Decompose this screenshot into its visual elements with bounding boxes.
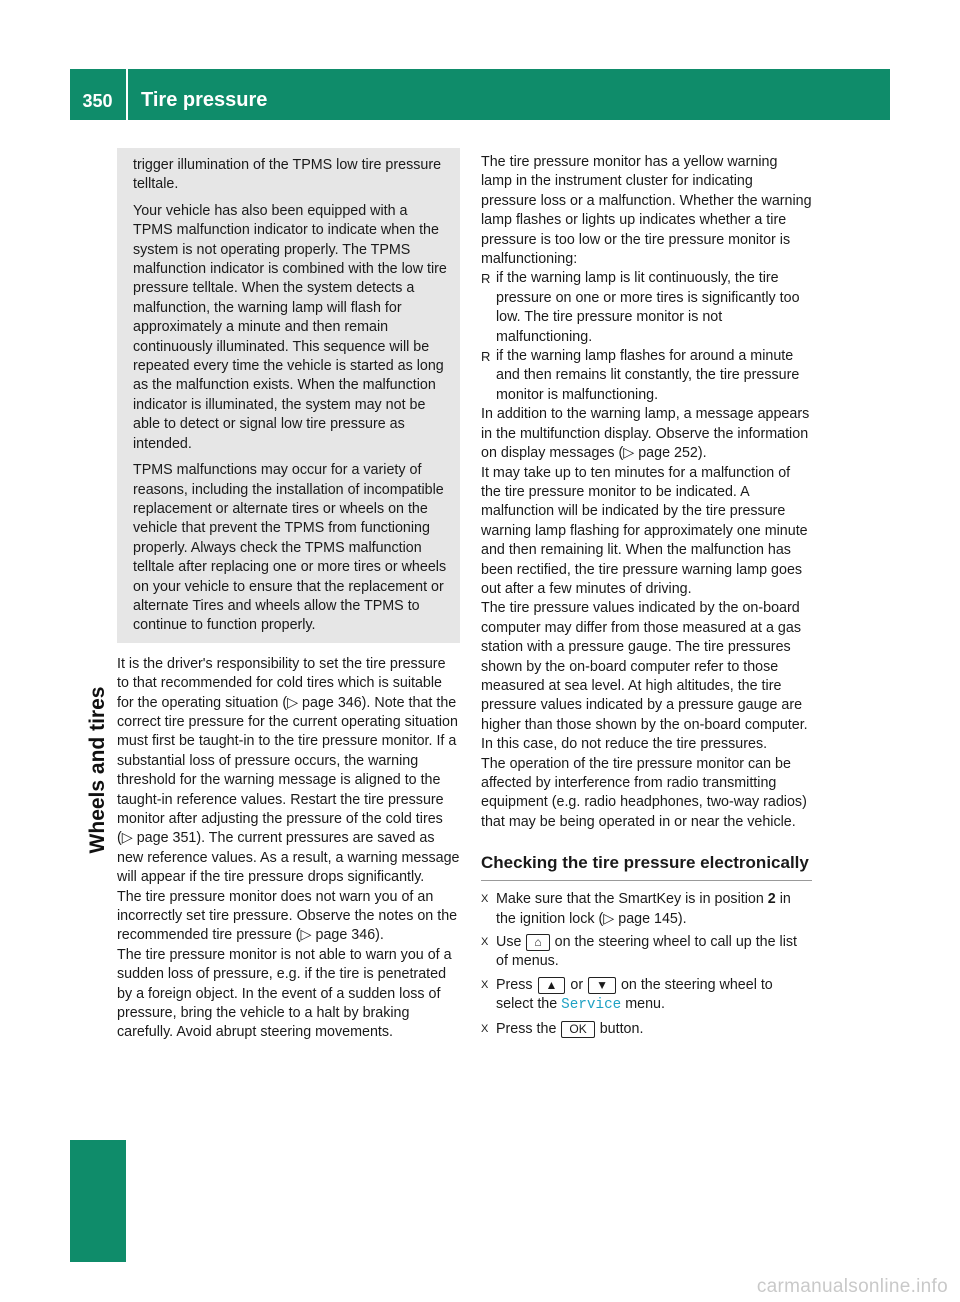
bullet-mark: R: [481, 349, 491, 365]
page-number: 350: [82, 91, 113, 111]
step-text: Make sure that the SmartKey is in position: [496, 891, 768, 908]
step-text: menu.: [621, 996, 665, 1013]
step-text: Press the: [496, 1020, 561, 1037]
body-paragraph: It may take up to ten minutes for a malfunction of the tire pressure monitor to be indicated. A malfunction will be indicated by the tire pressure warning lamp flashing for approximately one minute and then remaining lit. When the malfunction has been rectified, the tire pressure warning lamp goes out after a few minutes of driving.: [481, 464, 808, 597]
body-paragraph: The tire pressure monitor does not warn you of an incorrectly set tire pressure. Observe the notes on the recommended tire pressure (▷ page 346).: [117, 888, 458, 944]
note-paragraph: trigger illumination of the TPMS low tire pressure telltale.: [133, 157, 442, 193]
note-paragraph: TPMS malfunctions may occur for a variety of reasons, including the installation of incompatible replacement or alternate tires or wheels on the vehicle that prevent the TPMS from functioning properly. Always check the TPMS malfunction telltale after replacing one or more tires or wheels on your vehicle to ensure that the replacement or alternate Tires and wheels allow the TPMS to continue to function properly.: [133, 462, 447, 634]
step-text: button.: [595, 1020, 644, 1037]
body-paragraph: The operation of the tire pressure monitor can be affected by interference from radio transmitting equipment (e.g. radio headphones, two-way radios) that may be being operated in or near the vehicle.: [481, 755, 807, 830]
list-item-text: if the warning lamp is lit continuously, the tire pressure on one or more tires is significantly too low. The tire pressure monitor is not malfunctioning.: [496, 270, 800, 345]
body-paragraph: The tire pressure values indicated by the on-board computer may differ from those measured at a gas station with a pressure gauge. The tire pressures shown by the on-board computer refer to those measured at sea level. At high altitudes, the tire pressure values indicated by a pressure gauge are higher than those shown by the on-board computer. In this case, do not reduce the tire pressures.: [481, 600, 808, 753]
service-menu-label: Service: [561, 997, 622, 1014]
step-text: on the steering wheel to select the: [496, 976, 773, 1013]
side-tab: [70, 1140, 126, 1262]
header-divider: [126, 69, 128, 120]
step-arrow-icon: X: [481, 978, 489, 991]
step-arrow-icon: X: [481, 893, 489, 906]
list-item-text: if the warning lamp flashes for around a minute and then remains lit constantly, the tire pressure monitor is malfunctioning.: [496, 348, 800, 403]
step-text: on the steering wheel to call up the list of menus.: [496, 934, 798, 970]
step-text: in the ignition lock (▷ page 145).: [496, 891, 791, 927]
chapter-label: Wheels and tires: [86, 686, 109, 854]
step-text: Press: [496, 976, 537, 993]
right-column: [481, 153, 812, 1039]
note-paragraph: Your vehicle has also been equipped with a TPMS malfunction indicator to indicate when the system is not operating properly. The TPMS malfunction indicator is combined with the low tire pressure telltale. When the system detects a malfunction, the warning lamp will flash for approximately a minute and then remain continuously illuminated. This sequence will be repeated every time the vehicle is started as long as the malfunction exists. When the malfunction indicator is illuminated, the system may not be able to detect or signal low tire pressure as intended.: [133, 202, 447, 452]
home-key-icon: ⌂: [526, 934, 549, 951]
up-key-icon: ▲: [538, 977, 566, 994]
step-text: or: [566, 976, 588, 993]
instruction-step: [481, 933, 812, 972]
position-number: 2: [767, 891, 776, 908]
bullet-mark: R: [481, 271, 491, 287]
body-paragraph: In addition to the warning lamp, a message appears in the multifunction display. Observe the information on display messages (▷ page 252).: [481, 406, 810, 462]
watermark: carmanualsonline.info: [756, 1276, 948, 1297]
step-arrow-icon: X: [481, 1022, 489, 1035]
step-text: Use: [496, 934, 526, 951]
body-paragraph: The tire pressure monitor is not able to warn you of a sudden loss of pressure, e.g. if the tire is penetrated by a foreign object. In the event of a sudden loss of pressure, bring the vehicle to a halt by braking carefully. Avoid abrupt steering movements.: [117, 946, 452, 1041]
page-title: Tire pressure: [141, 89, 268, 111]
body-paragraph: It is the driver's responsibility to set the tire pressure to that recommended for cold tires which is suitable for the operating situation (▷ page 346). Note that the correct tire pressure for the current operating situation must first be taught-in to the tire pressure monitor. If a substantial loss of pressure occurs, the warning threshold for the warning message is aligned to the taught-in reference values. Restart the tire pressure monitor after adjusting the pressure of the cold tires (▷ page 351). The current pressures are saved as new reference values. As a result, a warning message will appear if the tire pressure drops significantly.: [117, 655, 460, 886]
list-item: [481, 269, 812, 347]
instruction-step: [481, 976, 812, 1016]
tpms-note-box: [117, 148, 460, 643]
section-subheading: Checking the tire pressure electronically: [481, 852, 812, 881]
down-key-icon: ▼: [588, 977, 616, 994]
instruction-step: [481, 1020, 812, 1039]
step-arrow-icon: X: [481, 936, 489, 949]
ok-key-icon: OK: [561, 1021, 594, 1038]
body-paragraph: The tire pressure monitor has a yellow warning lamp in the instrument cluster for indicating pressure loss or a malfunction. Whether the warning lamp flashes or lights up indicates whether a tire pressure is too low or the tire pressure monitor is malfunctioning:: [481, 154, 812, 268]
instruction-step: [481, 890, 812, 929]
left-column: [117, 148, 460, 1043]
list-item: [481, 347, 812, 405]
